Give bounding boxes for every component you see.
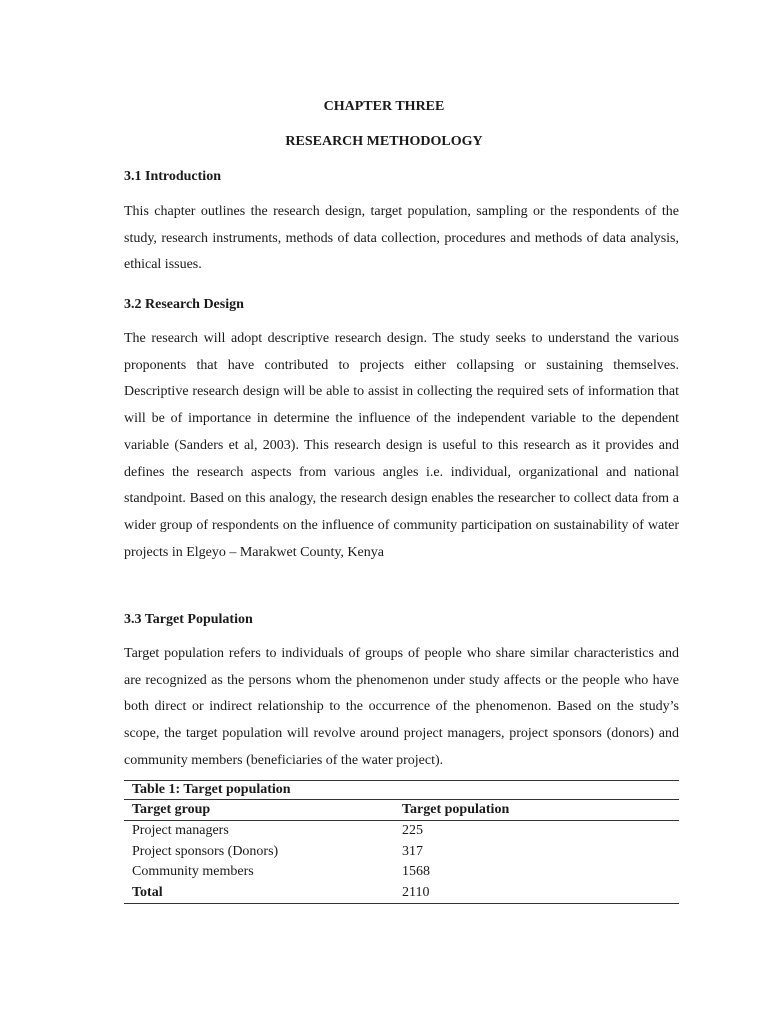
table-header-row: [124, 800, 679, 821]
table-header-target-population: Target population: [402, 802, 510, 817]
table-total-row: [124, 883, 679, 904]
table-cell-total-label: Total: [132, 884, 163, 900]
section-paragraph-research-design: The research will adopt descriptive research design. The study seeks to understand the various proponents that have contributed to projects either collapsing or sustaining themselves. Descriptive research design will be able to assist in collecting the required sets of information that will be of importance in determine the influence of the independent variable to the dependent variable (Sanders et al, 2003). This research design is useful to this research as it provides and defines the research aspects from various angles i.e. individual, organizational and national standpoint. Based on this analogy, the research design enables the researcher to collect data from a wider group of respondents on the influence of community participation on sustainability of water projects in Elgeyo – Marakwet County, Kenya: [124, 331, 679, 560]
section-paragraph-introduction: This chapter outlines the research design, target population, sampling or the respondents of the study, research instruments, methods of data collection, procedures and methods of data analysis, ethical issues.: [124, 204, 679, 273]
table-caption: Table 1: Target population: [124, 781, 679, 800]
table-cell-population: 317: [402, 843, 423, 859]
table-header-target-group: Target group: [132, 802, 211, 817]
chapter-label: CHAPTER THREE: [323, 99, 445, 114]
chapter-title: RESEARCH METHODOLOGY: [285, 134, 483, 149]
table-cell-group: Project managers: [132, 823, 229, 838]
table-cell-group: Community members: [132, 864, 254, 879]
section-paragraph-target-population: Target population refers to individuals of groups of people who share similar characteristics and are recognized as the persons whom the phenomenon under study affects or the people who have both direct or indirect relationship to the occurrence of the phenomenon. Based on the study’s scope, the target population will revolve around project managers, project sponsors (donors) and community members (beneficiaries of the water project).: [124, 646, 679, 768]
table-row: [124, 862, 679, 883]
target-population-table: [124, 780, 679, 904]
table-cell-population: 225: [402, 823, 423, 838]
table-cell-group: Project sponsors (Donors): [132, 843, 279, 859]
section-heading-research-design: 3.2 Research Design: [124, 297, 244, 312]
table-row: [124, 842, 679, 863]
section-heading-target-population: 3.3 Target Population: [124, 612, 253, 627]
table-cell-population: 1568: [402, 864, 430, 879]
table-cell-total-value: 2110: [402, 884, 430, 900]
table-row: [124, 821, 679, 842]
section-heading-introduction: 3.1 Introduction: [124, 169, 221, 184]
